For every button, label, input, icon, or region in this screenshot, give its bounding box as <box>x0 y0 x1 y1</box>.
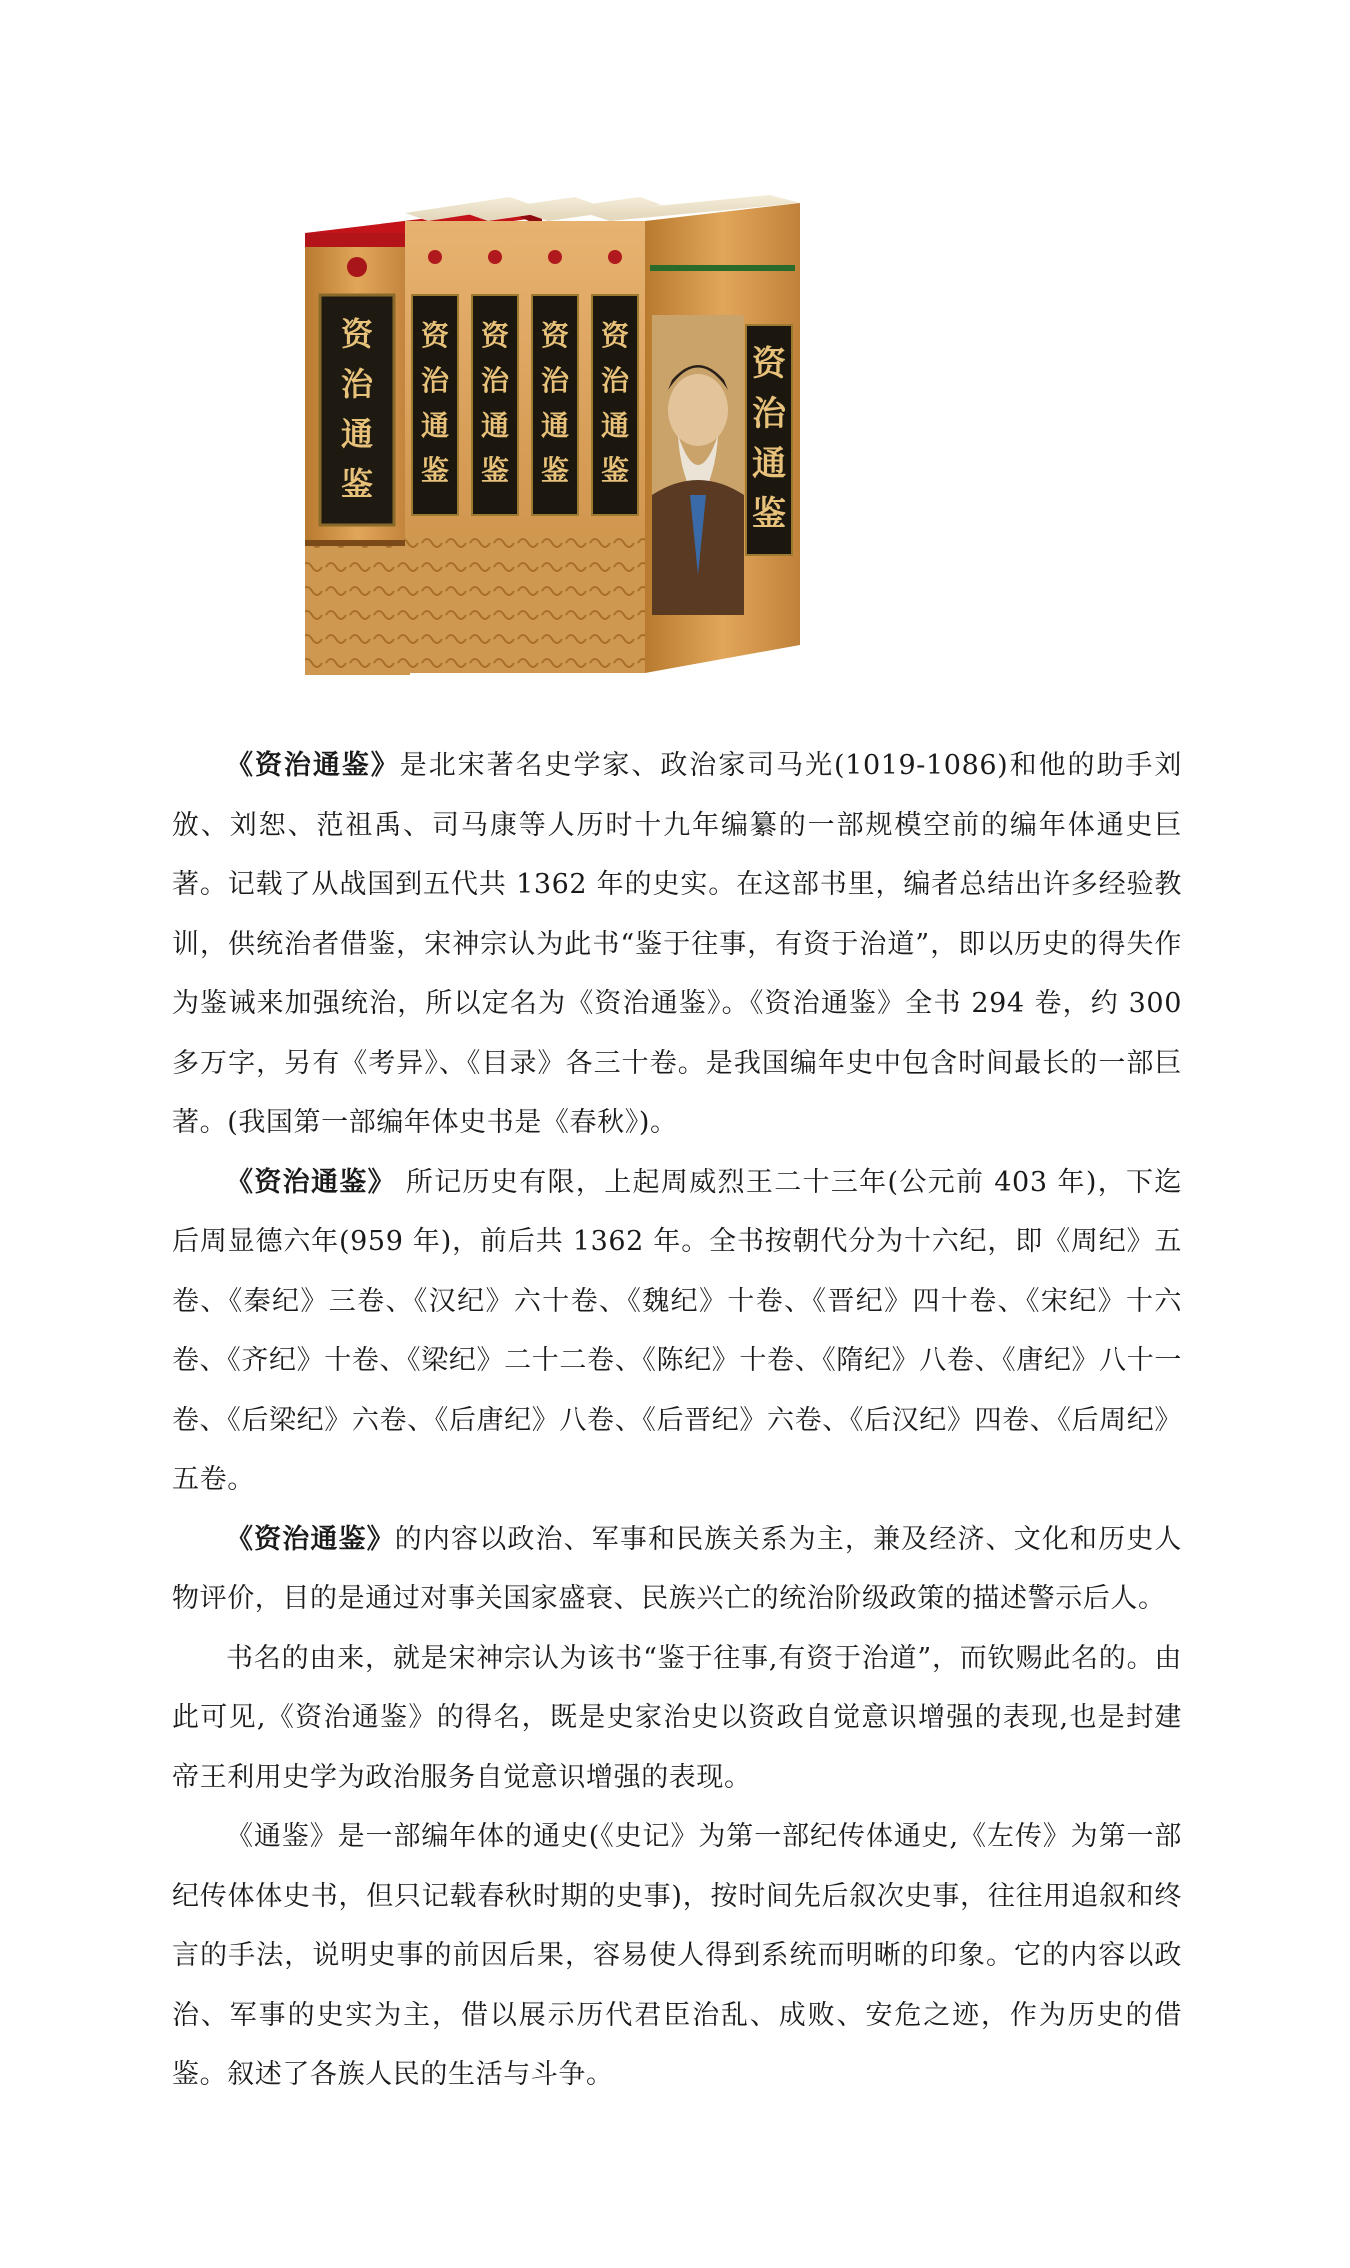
paragraph-text: 所记历史有限，上起周威烈王二十三年(公元前 403 年)，下迄后周显德六年(959 年)，前后共 1362 年。全书按朝代分为十六纪，即《周纪》五卷、《秦纪》三卷、《汉纪》六十卷、《魏纪》十卷、《晋纪》四十卷、《宋纪》十六卷、《齐纪》十卷、《梁纪》二十二卷、《陈纪》十卷、《隋纪》八卷、《唐纪》八十一卷、《后梁纪》六卷、《后唐纪》八卷、《后晋纪》六卷、《后汉纪》四卷、《后周纪》五卷。 <box>172 1166 1182 1495</box>
case-title-char: 治 <box>340 365 374 403</box>
spine-title-char: 鉴 <box>540 454 570 487</box>
spine-title-char: 治 <box>420 364 450 397</box>
article-body <box>172 736 1182 2105</box>
spine-title-char: 通 <box>480 409 510 442</box>
bold-book-title: 《资治通鉴》 <box>226 750 400 781</box>
spine-title-char: 治 <box>480 364 510 397</box>
spine-title-char: 资 <box>600 319 630 352</box>
spine-title-char: 通 <box>540 409 570 442</box>
spine-title-char: 治 <box>600 364 630 397</box>
spine-title-char: 资 <box>480 319 510 352</box>
case-title-char: 资 <box>340 315 374 353</box>
spine-title-char: 资 <box>420 319 450 352</box>
cover-title-char: 治 <box>752 394 786 434</box>
paragraph <box>172 1153 1182 1510</box>
paragraph-text: 的内容以政治、军事和民族关系为主，兼及经济、文化和历史人物评价，目的是通过对事关国家盛衰、民族兴亡的统治阶级政策的描述警示后人。 <box>172 1523 1182 1614</box>
spine-title-char: 鉴 <box>480 454 510 487</box>
paragraph-text: 《通鉴》是一部编年体的通史(《史记》为第一部纪传体通史,《左传》为第一部纪传体体史书，但只记载春秋时期的史事)，按时间先后叙次史事，往往用追叙和终言的手法，说明史事的前因后果，容易使人得到系统而明晰的印象。它的内容以政治、军事的史实为主，借以展示历代君臣治乱、成败、安危之迹，作为历史的借鉴。叙述了各族人民的生活与斗争。 <box>172 1821 1182 2090</box>
case-title-char: 鉴 <box>340 465 374 503</box>
spine-title-char: 鉴 <box>600 454 630 487</box>
spine-title-char: 鉴 <box>420 454 450 487</box>
paragraph-text: 书名的由来，就是宋神宗认为该书“鉴于往事,有资于治道”，而钦赐此名的。由此可见,《资治通鉴》的得名，既是史家治史以资政自觉意识增强的表现,也是封建帝王利用史学为政治服务自觉意识增强的表现。 <box>172 1642 1182 1793</box>
paragraph <box>172 1629 1182 1808</box>
cover-title-char: 鉴 <box>752 494 786 534</box>
book-set-image <box>300 195 960 705</box>
spine-title-char: 治 <box>540 364 570 397</box>
paragraph <box>172 1510 1182 1629</box>
cover-title-char: 资 <box>752 344 786 384</box>
spine-title-char: 通 <box>420 409 450 442</box>
paragraph <box>172 736 1182 1153</box>
bold-book-title: 《资治通鉴》 <box>226 1166 396 1198</box>
case-title-char: 通 <box>340 415 374 453</box>
cover-title-char: 通 <box>752 444 786 484</box>
paragraph-text: 是北宋著名史学家、政治家司马光(1019-1086)和他的助手刘攽、刘恕、范祖禹、司马康等人历时十九年编纂的一部规模空前的编年体通史巨著。记载了从战国到五代共 1362 年的史实。在这部书里，编者总结出许多经验教训，供统治者借鉴，宋神宗认为此书“鉴于往事，有资于治道”，即以历史的得失作为鉴诫来加强统治，所以定名为《资治通鉴》。《资治通鉴》全书 294 卷，约 300 多万字，另有《考异》、《目录》各三十卷。是我国编年史中包含时间最长的一部巨著。(我国第一部编年体史书是《春秋》)。 <box>172 750 1182 1138</box>
paragraph <box>172 1807 1182 2105</box>
bold-book-title: 《资治通鉴》 <box>226 1523 395 1555</box>
spine-title-char: 资 <box>540 319 570 352</box>
spine-title-char: 通 <box>600 409 630 442</box>
